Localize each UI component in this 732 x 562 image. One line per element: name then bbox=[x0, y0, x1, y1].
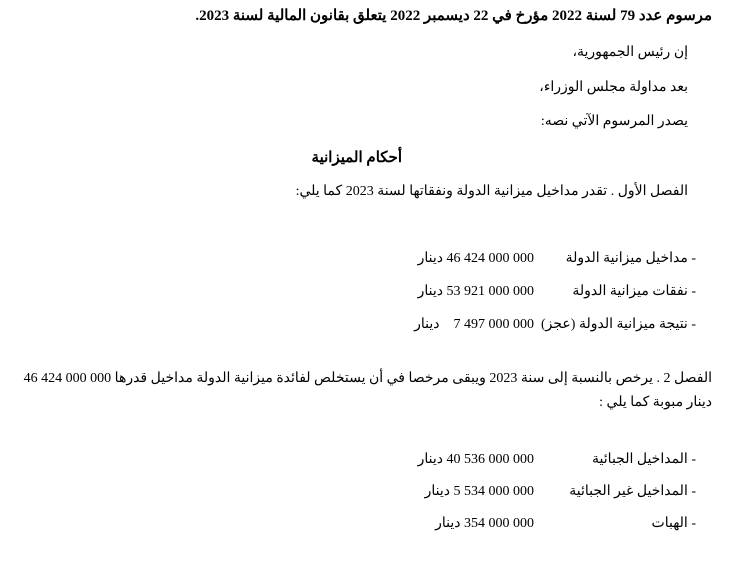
row-label: - نفقات ميزانية الدولة bbox=[572, 284, 696, 299]
row-label: - المداخيل غير الجبائية bbox=[569, 484, 696, 499]
row-label: - نتيجة ميزانية الدولة (عجز) bbox=[541, 317, 696, 332]
row-value: 40 536 000 000 دينار bbox=[417, 452, 534, 467]
row-value: 5 534 000 000 دينار bbox=[424, 484, 534, 499]
row-label: - الهبات bbox=[651, 516, 696, 531]
section-heading: أحكام الميزانية bbox=[311, 150, 402, 166]
revenue-row-tax bbox=[0, 451, 732, 471]
row-value: 53 921 000 000 دينار bbox=[417, 284, 534, 299]
budget-row-expenses bbox=[0, 283, 732, 303]
chapter-1-text: الفصل الأول . تقدر مداخيل ميزانية الدولة ونفقاتها لسنة 2023 كما يلي: bbox=[295, 184, 688, 199]
revenue-row-grants bbox=[0, 515, 732, 535]
budget-row-deficit bbox=[0, 316, 732, 336]
row-value: 354 000 000 دينار bbox=[435, 516, 534, 531]
budget-row-revenue bbox=[0, 250, 732, 270]
preamble-line-1: إن رئيس الجمهورية، bbox=[572, 45, 688, 60]
decree-title: مرسوم عدد 79 لسنة 2022 مؤرخ في 22 ديسمبر 2022 يتعلق بقانون المالية لسنة 2023. bbox=[195, 8, 712, 24]
row-value: 7 497 000 000 دينار bbox=[414, 317, 534, 332]
chapter-2-text-line-2: دينار مبوبة كما يلي : bbox=[599, 395, 712, 410]
revenue-row-nontax bbox=[0, 483, 732, 503]
row-label: - مداخيل ميزانية الدولة bbox=[565, 251, 696, 266]
row-label: - المداخيل الجبائية bbox=[592, 452, 696, 467]
preamble-line-2: بعد مداولة مجلس الوزراء، bbox=[539, 80, 688, 95]
preamble-line-3: يصدر المرسوم الآتي نصه: bbox=[540, 114, 688, 129]
chapter-2-text-line-1: الفصل 2 . يرخص بالنسبة إلى سنة 2023 ويبقى مرخصا في أن يستخلص لفائدة ميزانية الدولة مداخيل قدرها 000 000 424 46 bbox=[23, 371, 712, 386]
row-value: 46 424 000 000 دينار bbox=[417, 251, 534, 266]
